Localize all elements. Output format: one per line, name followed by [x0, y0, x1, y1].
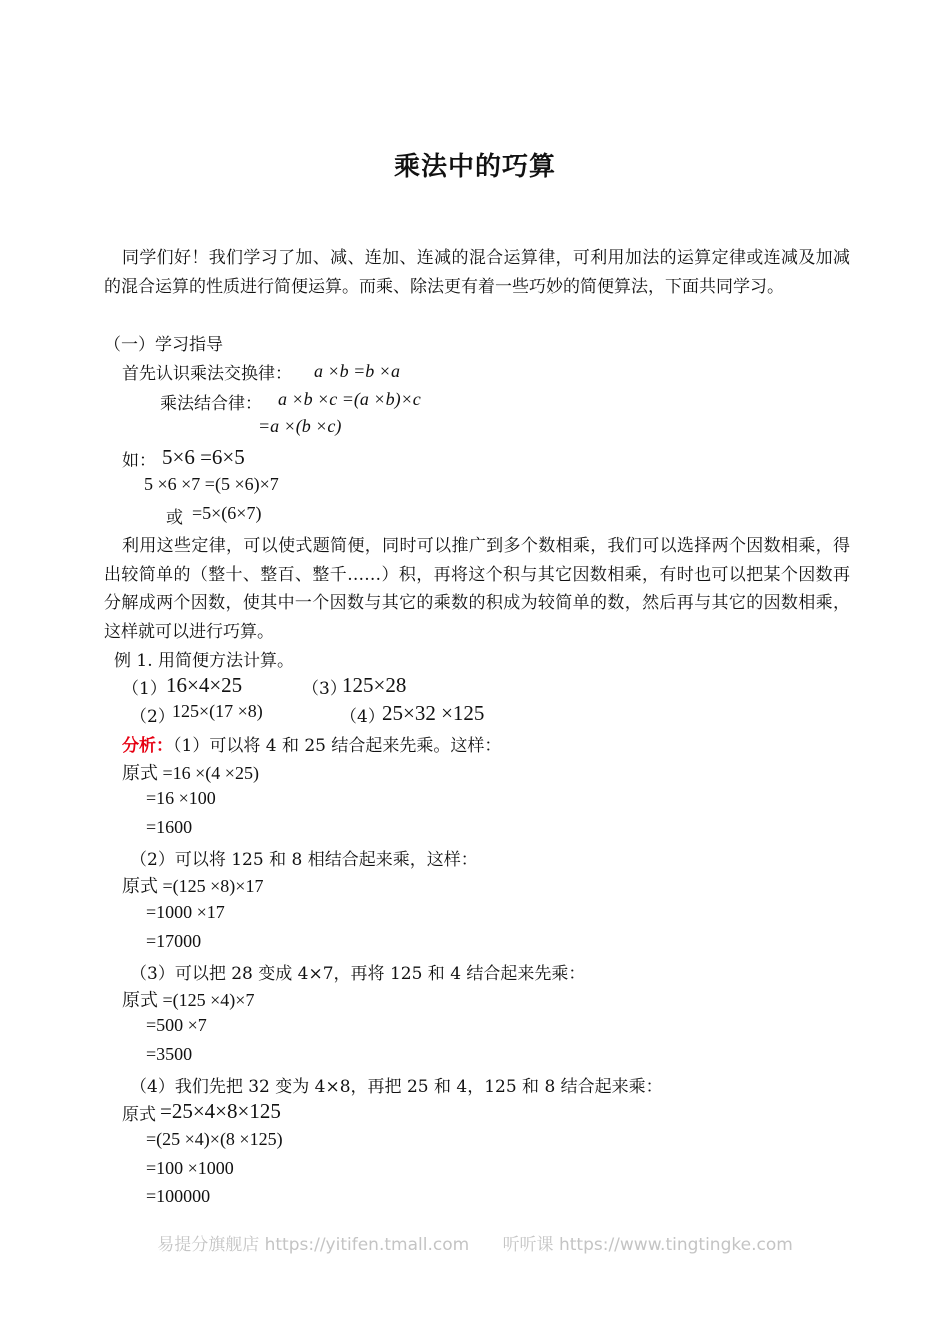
example-formula-2: 5 ×6 ×7 =(5 ×6)×7 [144, 474, 279, 494]
example-or: 或 [166, 508, 183, 528]
example-label: 如： [122, 451, 156, 471]
analysis-2: （2）可以将 125 和 8 相结合起来乘，这样： [130, 850, 478, 870]
problem-1: 16×4×25 [166, 673, 243, 697]
associative-label: 乘法结合律： [160, 394, 262, 414]
footer-watermark [0, 1230, 950, 1255]
footer-left-link[interactable]: 易提分旗舰店 https://yitifen.tmall.com [157, 1235, 470, 1255]
solution-4-step-3: =100 ×1000 [146, 1158, 234, 1178]
associative-formula-2: =a ×(b ×c) [258, 416, 342, 436]
example-formula-3: =5×(6×7) [192, 503, 262, 523]
commutative-label: 首先认识乘法交换律： [122, 364, 292, 384]
solution-4-step-1: =25×4×8×125 [160, 1099, 281, 1123]
solution-2-step-3: =17000 [146, 931, 202, 951]
problem-1-label: （1） [122, 679, 167, 699]
associative-formula-1: a ×b ×c =(a ×b)×c [278, 389, 421, 409]
solution-4-step-4: =100000 [146, 1186, 211, 1206]
footer-right-link[interactable]: 听听课 https://www.tingtingke.com [502, 1235, 793, 1255]
example-formula-1: 5×6 =6×5 [162, 445, 245, 469]
section-heading: （一）学习指导 [104, 335, 223, 355]
solution-1-step-2: =16 ×100 [146, 788, 216, 808]
solution-2-step-2: =1000 ×17 [146, 902, 225, 922]
analysis-label: 分析： [122, 736, 173, 756]
problem-4-label: （4） [340, 707, 385, 727]
problem-2: 125×(17 ×8) [172, 701, 263, 721]
problem-2-label: （2） [130, 707, 175, 727]
solution-3-step-1: 原式 =(125 ×4)×7 [122, 990, 255, 1010]
solution-1-step-3: =1600 [146, 817, 193, 837]
commutative-formula: a ×b =b ×a [314, 361, 400, 381]
analysis-3: （3）可以把 28 变成 4×7，再将 125 和 4 结合起来先乘： [130, 964, 586, 984]
analysis-1: （1）可以将 4 和 25 结合起来先乘。这样： [173, 736, 502, 756]
example1-title: 例 1. 用简便方法计算。 [114, 651, 295, 671]
solution-1-step-1: 原式 =16 ×(4 ×25) [122, 763, 259, 783]
problem-3-label: （3） [302, 679, 347, 699]
solution-4-step-2: =(25 ×4)×(8 ×125) [146, 1129, 283, 1149]
solution-4-label: 原式 [122, 1105, 156, 1125]
solution-3-step-3: =3500 [146, 1044, 193, 1064]
problem-4: 25×32 ×125 [382, 701, 485, 725]
solution-2-step-1: 原式 =(125 ×8)×17 [122, 876, 264, 896]
solution-3-step-2: =500 ×7 [146, 1015, 207, 1035]
analysis-4: （4）我们先把 32 变为 4×8，再把 25 和 4，125 和 8 结合起来乘： [130, 1077, 663, 1097]
problem-3: 125×28 [342, 673, 407, 697]
intro-paragraph: 同学们好！我们学习了加、减、连加、连减的混合运算律，可利用加法的运算定律或连减及加减的混合运算的性质进行简便运算。而乘、除法更有着一些巧妙的简便算法，下面共同学习。 [104, 248, 850, 297]
page-title: 乘法中的巧算 [393, 152, 556, 182]
explanation-paragraph: 利用这些定律，可以使式题简便，同时可以推广到多个数相乘，我们可以选择两个因数相乘，得出较简单的（整十、整百、整千……）积，再将这个积与其它因数相乘，有时也可以把某个因数再分解成两个因数，使其中一个因数与其它的乘数的积成为较简单的数，然后再与其它的因数相乘，这样就可以进行巧算。 [104, 536, 850, 642]
